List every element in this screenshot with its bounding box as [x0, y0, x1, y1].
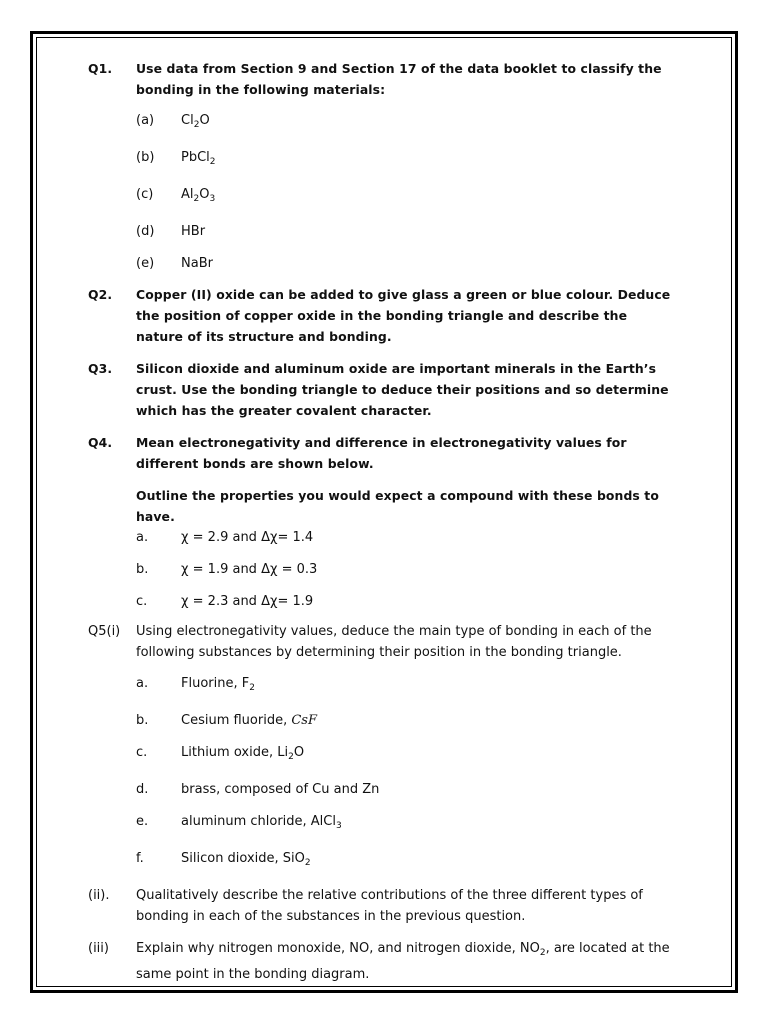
question-3	[88, 358, 678, 421]
question-5-part-ii	[88, 885, 678, 927]
question-number: Q4.	[88, 435, 113, 450]
question-number: (iii)	[88, 941, 109, 956]
question-5-part-iii	[88, 938, 678, 985]
list-item: (e) NaBr	[136, 256, 213, 271]
list-item: f. Silicon dioxide, SiO$_2$	[136, 851, 311, 868]
worksheet-content	[88, 58, 678, 985]
list-item: c. χ = 2.3 and Δχ= 1.9	[136, 594, 314, 609]
list-item: d. brass, composed of Cu and Zn	[136, 782, 380, 797]
question-number: (ii).	[88, 888, 110, 903]
list-item: a. χ = 2.9 and Δχ= 1.4	[136, 530, 314, 545]
question-text: Use data from Section 9 and Section 17 of the data booklet to classify the bonding in the following materials:	[136, 61, 662, 97]
question-text: Qualitatively describe the relative contributions of the three different types of bonding in each of the substances in the previous question.	[136, 888, 643, 924]
question-instruction: Outline the properties you would expect a compound with these bonds to have.	[136, 488, 659, 524]
list-item: b. χ = 1.9 and Δχ = 0.3	[136, 562, 318, 577]
list-item: (b) PbCl$_2$	[136, 150, 216, 167]
list-item: a. Fluorine, $F_2$	[136, 676, 255, 693]
question-text: Using electronegativity values, deduce the main type of bonding in each of the following substances by determining their position in the bonding triangle.	[136, 624, 652, 660]
question-number: Q5(i)	[88, 624, 121, 639]
question-text: Silicon dioxide and aluminum oxide are important minerals in the Earth’s crust. Use the bonding triangle to deduce their positions and so determine which has the greater covalent character.	[136, 361, 669, 418]
question-text: Mean electronegativity and difference in electronegativity values for different bonds are shown below.	[136, 435, 627, 471]
question-2	[88, 284, 678, 347]
question-text: Copper (II) oxide can be added to give glass a green or blue colour. Deduce the position of copper oxide in the bonding triangle and describe the nature of its structure and bonding.	[136, 287, 671, 344]
question-number: Q2.	[88, 287, 113, 302]
question-1	[88, 58, 678, 100]
list-item: e. aluminum chloride, AlCl$_3$	[136, 814, 342, 831]
question-number: Q3.	[88, 361, 113, 376]
list-item: b. Cesium fluoride, CsF	[136, 713, 317, 728]
question-number: Q1.	[88, 61, 113, 76]
list-item: (a) $Cl_2O$	[136, 113, 210, 130]
list-item: c. Lithium oxide, $Li_2O$	[136, 745, 305, 762]
question-text: Explain why nitrogen monoxide, NO, and nitrogen dioxide, $NO_2$, are located at the same point in the bonding diagram.	[136, 941, 670, 982]
list-item: (c) $Al_2O_3$	[136, 187, 216, 204]
question-4	[88, 432, 678, 527]
list-item: (d) HBr	[136, 224, 206, 239]
question-5	[88, 621, 678, 663]
